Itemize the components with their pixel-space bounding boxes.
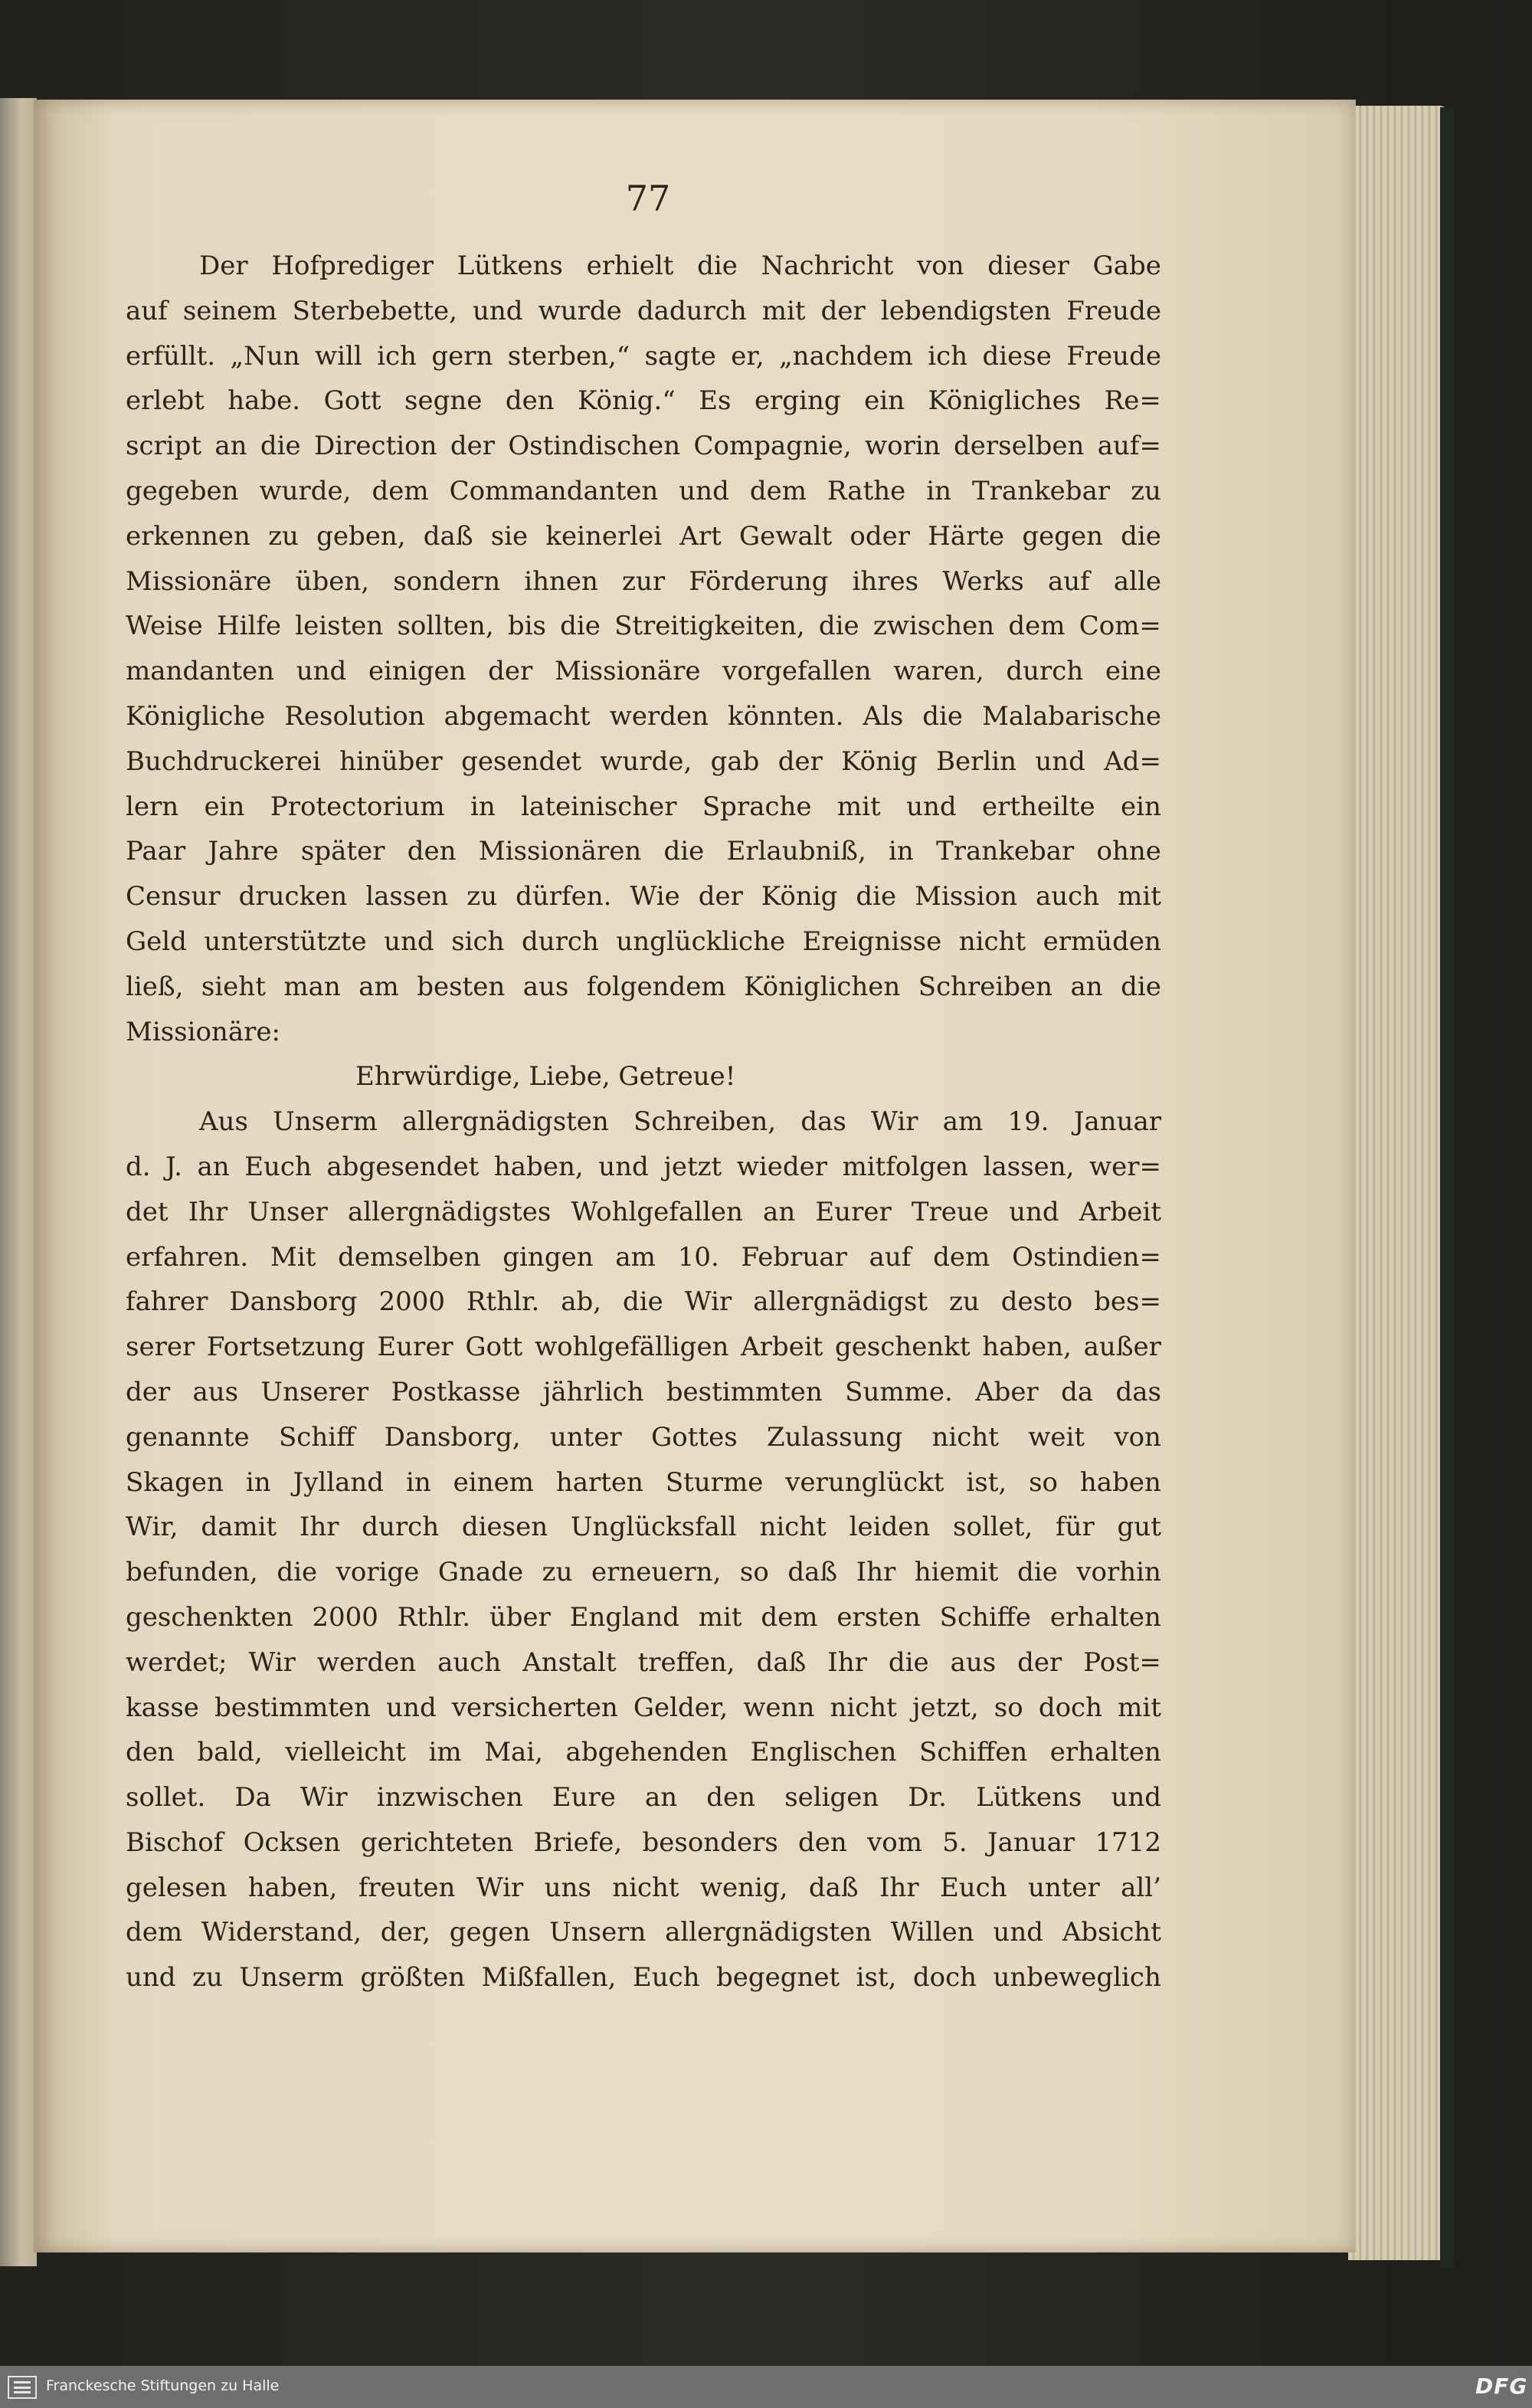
- text-line: mandanten und einigen der Missionäre vorgefallen waren, durch eine: [126, 656, 1161, 687]
- text-line: Buchdruckerei hinüber gesendet wurde, gab der König Berlin und Ad=: [126, 745, 1161, 777]
- text-line: Missionäre üben, sondern ihnen zur Förderung ihres Werks auf alle: [126, 565, 1161, 597]
- text-line: Weise Hilfe leisten sollten, bis die Streitigkeiten, die zwischen dem Com=: [126, 611, 1161, 642]
- text-line: det Ihr Unser allergnädigstes Wohlgefallen an Eurer Treue und Arbeit: [126, 1196, 1161, 1227]
- text-line: d. J. an Euch abgesendet haben, und jetzt wieder mitfolgen lassen, wer=: [126, 1151, 1161, 1182]
- dfg-logo: DFG: [1475, 2374, 1528, 2399]
- library-building-icon: [8, 2376, 37, 2399]
- page-text: [126, 244, 1161, 2000]
- text-line: geschenkten 2000 Rthlr. über England mit dem ersten Schiffe erhalten: [126, 1601, 1161, 1633]
- text-line: Aus Unserm allergnädigsten Schreiben, das Wir am 19. Januar: [199, 1106, 1161, 1138]
- text-line: erkennen zu geben, daß sie keinerlei Art Gewalt oder Härte gegen die: [126, 520, 1161, 552]
- text-line: Ehrwürdige, Liebe, Getreue!: [355, 1061, 736, 1093]
- text-line: Geld unterstützte und sich durch unglückliche Ereignisse nicht ermüden: [126, 926, 1161, 957]
- text-line: sollet. Da Wir inzwischen Eure an den seligen Dr. Lütkens und: [126, 1782, 1161, 1813]
- text-line: Bischof Ocksen gerichteten Briefe, besonders den vom 5. Januar 1712: [126, 1826, 1161, 1858]
- text-line: erlebt habe. Gott segne den König.“ Es erging ein Königliches Re=: [126, 385, 1161, 417]
- text-line: Der Hofprediger Lütkens erhielt die Nachricht von dieser Gabe: [199, 251, 1161, 281]
- book-cover-edge: [1440, 107, 1454, 2268]
- text-line: genannte Schiff Dansborg, unter Gottes Zulassung nicht weit von: [126, 1421, 1161, 1453]
- text-line: der aus Unserer Postkasse jährlich bestimmten Summe. Aber da das: [126, 1376, 1161, 1407]
- left-page-edge: [0, 98, 37, 2266]
- text-line: auf seinem Sterbebette, und wurde dadurch mit der lebendigsten Freude: [126, 295, 1161, 326]
- footer-institution: Franckesche Stiftungen zu Halle: [46, 2377, 280, 2394]
- text-line: gelesen haben, freuten Wir uns nicht wenig, daß Ihr Euch unter all’: [126, 1872, 1161, 1903]
- text-line: werdet; Wir werden auch Anstalt treffen, daß Ihr die aus der Post=: [126, 1646, 1161, 1678]
- text-line: erfahren. Mit demselben gingen am 10. Februar auf dem Ostindien=: [126, 1241, 1161, 1273]
- text-line: gegeben wurde, dem Commandanten und dem Rathe in Trankebar zu: [126, 475, 1161, 506]
- text-line: Censur drucken lassen zu dürfen. Wie der König die Mission auch mit: [126, 881, 1161, 912]
- text-line: Missionäre:: [126, 1016, 280, 1047]
- text-line: script an die Direction der Ostindischen Compagnie, worin derselben auf=: [126, 431, 1161, 462]
- text-line: Wir, damit Ihr durch diesen Unglücksfall nicht leiden sollet, für gut: [126, 1512, 1161, 1543]
- text-line: ließ, sieht man am besten aus folgendem Königlichen Schreiben an die: [126, 971, 1161, 1002]
- text-line: serer Fortsetzung Eurer Gott wohlgefälligen Arbeit geschenkt haben, außer: [126, 1332, 1161, 1363]
- page-number: 77: [625, 178, 671, 219]
- text-line: Königliche Resolution abgemacht werden könnten. Als die Malabarische: [126, 700, 1161, 732]
- text-line: Skagen in Jylland in einem harten Sturme verunglückt ist, so haben: [126, 1466, 1161, 1498]
- text-line: dem Widerstand, der, gegen Unsern allergnädigsten Willen und Absicht: [126, 1917, 1161, 1948]
- text-line: lern ein Protectorium in lateinischer Sprache mit und ertheilte ein: [126, 791, 1161, 822]
- text-line: kasse bestimmten und versicherten Gelder, wenn nicht jetzt, so doch mit: [126, 1692, 1161, 1723]
- text-line: Paar Jahre später den Missionären die Erlaubniß, in Trankebar ohne: [126, 836, 1161, 867]
- text-line: und zu Unserm größten Mißfallen, Euch begegnet ist, doch unbeweglich: [126, 1962, 1161, 1994]
- text-line: fahrer Dansborg 2000 Rthlr. ab, die Wir allergnädigst zu desto bes=: [126, 1286, 1161, 1318]
- text-line: befunden, die vorige Gnade zu erneuern, so daß Ihr hiemit die vorhin: [126, 1557, 1161, 1588]
- text-line: erfüllt. „Nun will ich gern sterben,“ sagte er, „nachdem ich diese Freude: [126, 340, 1161, 372]
- page-stack-edge: [1348, 106, 1448, 2260]
- text-line: den bald, vielleicht im Mai, abgehenden Englischen Schiffen erhalten: [126, 1737, 1161, 1768]
